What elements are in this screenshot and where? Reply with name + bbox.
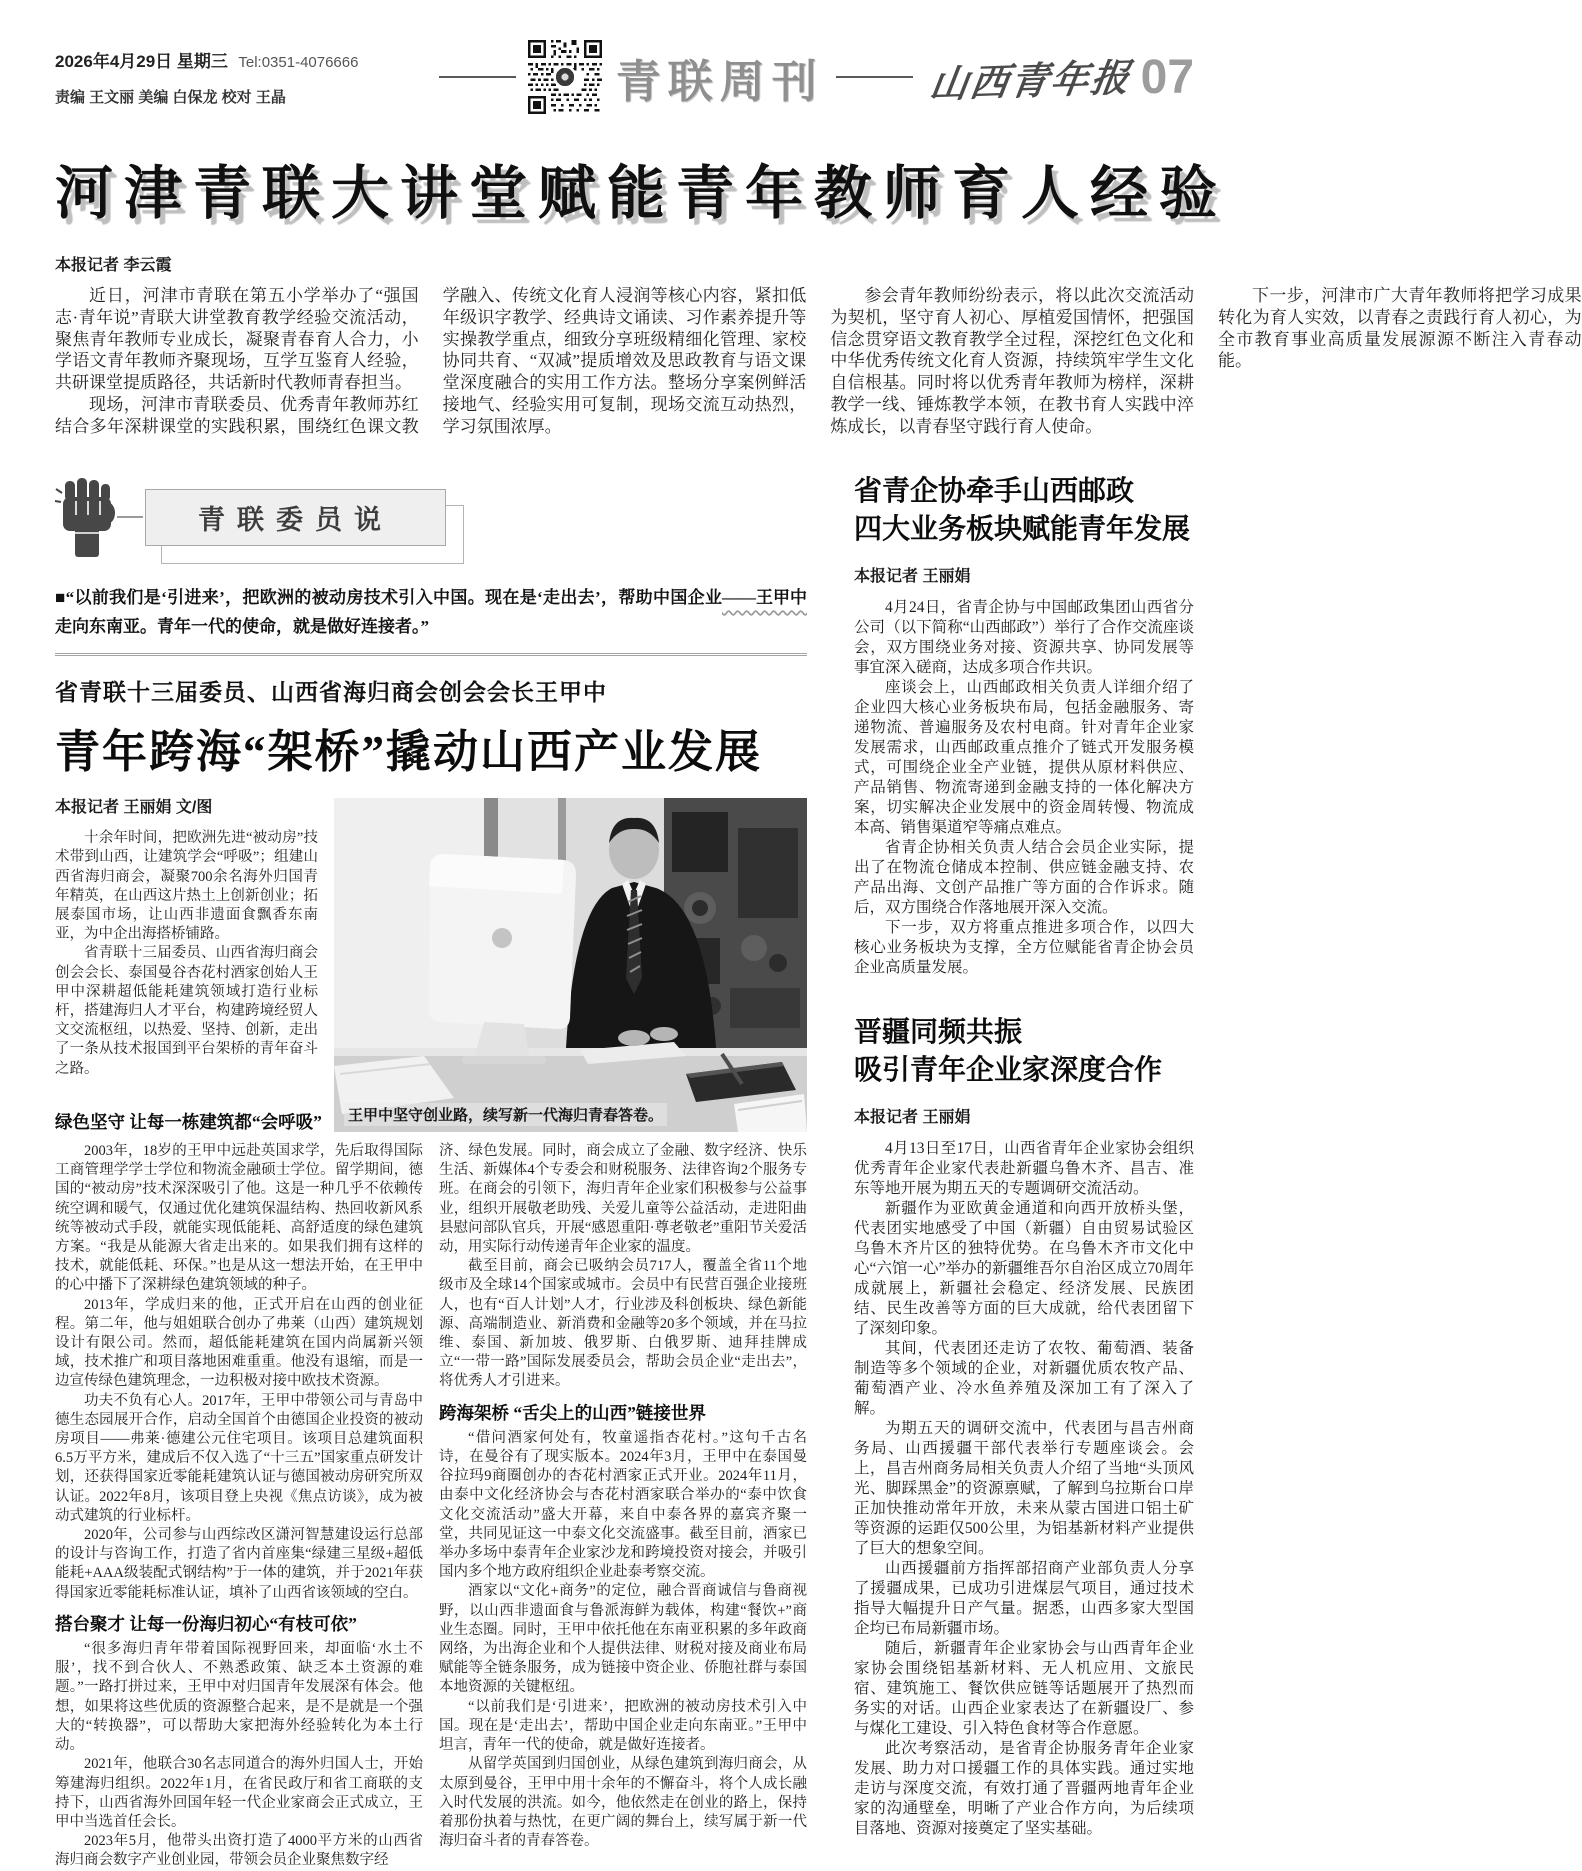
paragraph: 参会青年教师纷纷表示，将以此次交流活动为契机，坚守育人初心、厚植爱国情怀，把强国信念贯穿语文教育教学全过程，深挖红色文化和中华优秀传统文化育人资源，持续筑牢学生文化自信根基。同时将以优秀青年教师为榜样，深耕教学一线、锤炼教学本领，在教书育人实践中淬炼成长，以青春坚守践行育人使命。 [830, 286, 1194, 436]
paragraph: “借问酒家何处有，牧童遥指杏花村。”这句千古名诗，在曼谷有了现实版本。2024年3月，王甲中在泰国曼谷拉玛9商圈创办的杏花村酒家正式开业。2024年11月，由泰中文化经济协会与杏花村酒家联合举办的“泰中饮食文化交流活动”盛大开幕，来自中泰各界的嘉宾齐聚一堂，共同见证这一中泰文化交流盛事。截至目前，酒家已举办多场中泰青年企业家沙龙和跨境投资对接会，并吸引国内多个地方政府组织企业赴泰考察交流。 [439, 1429, 807, 1581]
paragraph: 2013年，学成归来的他，正式开启在山西的创业征程。第二年，他与姐姐联合创办了弗莱（山西）建筑规划设计有限公司。然而，超低能耗建筑在国内尚属新兴领域，技术推广和项目落地困难重重。他没有退缩，而是一边宣传绿色建筑理念，一边积极对接中欧技术资源。 [55, 1296, 423, 1390]
paragraph: 从留学英国到归国创业，从绿色建筑到海归商会，从太原到曼谷，王甲中用十余年的不懈奋斗，将个人成长融入时代发展的洪流。如今，他依然走在创业的路上，保持着那份执着与热忱，在更广阔的舞台上，续写属于新一代海归奋斗者的青春答卷。 [439, 1756, 807, 1850]
article-main-intro-column [55, 798, 322, 1132]
paragraph: 4月13日至17日，山西省青年企业家协会组织优秀青年企业家代表赴新疆乌鲁木齐、昌吉、准东等地开展为期五天的专题调研交流活动。 [854, 1140, 1194, 1197]
header-rule-left [439, 76, 516, 78]
qr-code-icon [528, 40, 602, 114]
article-main-right-column [439, 1142, 807, 1871]
header-rule-right [836, 76, 913, 78]
quote-text: “以前我们是‘引进来’，把欧洲的被动房技术引入中国。现在是‘走出去’，帮助中国企业走向东南亚。青年一代的使命，就是做好连接者。” [55, 588, 722, 636]
sidebar-column [854, 467, 1194, 1871]
paragraph: 随后，新疆青年企业家协会与山西青年企业家协会围绕铝基新材料、无人机应用、文旅民宿、建筑施工、餐饮供应链等话题展开了热烈而务实的对话。山西企业家表达了在新疆设厂、参与煤化工建设、引入特色食材等合作意愿。 [854, 1640, 1194, 1737]
commissioner-label: 青联委员说 [145, 489, 446, 546]
article-main [55, 674, 807, 1871]
quote-attribution: ——王甲中 [722, 588, 807, 607]
newspaper-logo: 山西青年报 [926, 57, 1134, 106]
subhead-green: 绿色坚守 让每一栋建筑都“会呼吸” [55, 1111, 322, 1132]
paragraph: 其间，代表团还走访了农牧、葡萄酒、装备制造等多个领域的企业，对新疆优质农牧产品、葡萄酒产业、冷水鱼养殖及深加工有了深入了解。 [854, 1340, 1194, 1417]
sidebar2-body [854, 1139, 1194, 1839]
article-main-kicker: 省青联十三届委员、山西省海归商会创会会长王甲中 [55, 680, 607, 705]
date-row [55, 47, 427, 72]
paragraph: 酒家以“文化+商务”的定位，融合晋商诚信与鲁商视野，以山西非遗面食与鲁派海鲜为载体，构建“餐饮+”商业生态圈。同时，王甲中依托他在东南亚积累的多年政商网络，为出海企业和个人提供法律、财税对接及商业布局赋能等全链条服务，成为链接中资企业、侨胞社群与泰国本地资源的关键枢纽。 [439, 1583, 807, 1696]
paragraph: 近日，河津市青联在第五小学举办了“强国志·青年说”青联大讲堂教育教学经验交流活动，聚焦青年教师专业成长，凝聚青春育人合力，小学语文青年教师齐聚现场，互学互鉴育人经验，共研课堂提质路径，共话新时代教师青春担当。 [55, 286, 419, 393]
paragraph: 下一步，河津市广大青年教师将把学习成果转化为育人实效，以青春之责践行育人初心，为全市教育事业高质量发展源源不断注入青春动能。 [1217, 286, 1582, 371]
paragraph: 山西援疆前方指挥部招商产业部负责人分享了援疆成果，已成功引进煤层气项目，通过技术指导大幅提升日产气量。据悉，山西多家大型国企均已布局新疆市场。 [854, 1560, 1194, 1637]
phone-number: Tel:0351-4076666 [238, 54, 359, 71]
sidebar1-body [854, 598, 1194, 978]
quote-bullet: ■ [55, 588, 66, 607]
photo-caption: 王甲中坚守创业路，续写新一代海归青春答卷。 [344, 1103, 667, 1126]
paragraph: 2020年，公司参与山西综改区潇河智慧建设运行总部的设计与咨询工作，打造了省内首座集“绿建三星级+超低能耗+AAA级装配式钢结构”于一体的建筑，并于2021年获得国家近零能耗标准认证，填补了山西省该领域的空白。 [55, 1527, 423, 1601]
connector-line [117, 516, 143, 518]
sidebar-article-post [854, 473, 1194, 978]
page-number: 07 [1140, 50, 1195, 104]
article-top-headline: 河津青联大讲堂赋能青年教师育人经验 [55, 161, 1229, 226]
staff-line: 责编 王文丽 美编 白保龙 校对 王晶 [55, 89, 286, 106]
main-column [55, 467, 807, 1871]
paragraph: 2023年5月，他带头出资打造了4000平方米的山西省海归商会数字产业创业园，带领会员企业聚焦数字经 [55, 1833, 423, 1869]
sidebar1-byline: 本报记者 王丽娟 [854, 568, 971, 585]
paragraph: 省青联十三届委员、山西省海归商会创会会长、泰国曼谷杏花村酒家创始人王甲中深耕超低能耗建筑领域打造行业标杆，搭建海归人才平台，构建跨境经贸人文交流枢纽，以热爱、坚持、创新，走出了一条从技术报国到平台架桥的青年奋斗之路。 [55, 945, 318, 1077]
sidebar1-headline-line1: 省青企协牵手山西邮政 [854, 476, 1135, 507]
article-photo [334, 798, 807, 1132]
paragraph: 座谈会上，山西邮政相关负责人详细介绍了企业四大核心业务板块布局，包括金融服务、寄递物流、普遍服务及农村电商。针对青年企业家发展需求，山西邮政重点推介了链式开发服务模式，可围绕企业全产业链，提供从原材料供应、产品销售、物流寄递到金融支持的一体化解决方案，切实解决企业发展中的资金周转慢、物流成本高、销售渠道窄等痛点难点。 [854, 679, 1194, 836]
article-main-left-column [55, 1142, 423, 1871]
section-title: 青联周刊 [615, 56, 824, 107]
paragraph: 2021年，他联合30名志同道合的海外归国人士，开始筹建海归组织。2022年1月，在省民政厅和省工商联的支持下，山西省海外回国年轻一代企业家商会正式成立，王甲中当选首任会长。 [55, 1756, 423, 1830]
paragraph: 为期五天的调研交流中，代表团与昌吉州商务局、山西援疆干部代表举行专题座谈会。会上，昌吉州商务局相关负责人介绍了当地“头顶风光、脚踩黑金”的资源禀赋，了解到乌拉斯台口岸正加快推动常年开放，未来从蒙古国进口铝土矿等资源的运距仅500公里，为铝基新材料产业提供了巨大的想象空间。 [854, 1420, 1194, 1557]
paragraph: 新疆作为亚欧黄金通道和向西开放桥头堡，代表团实地感受了中国（新疆）自由贸易试验区乌鲁木齐片区的独特优势。在乌鲁木齐市文化中心“六馆一心”举办的新疆维吾尔自治区成立70周年成就展上，新疆社会稳定、经济发展、民族团结、民生改善等方面的巨大成就，给代表团留下了深刻印象。 [854, 1200, 1194, 1337]
paragraph: “很多海归青年带着国际视野回来，却面临‘水土不服’，找不到合伙人、不熟悉政策、缺乏本土资源的难题。”一路打拼过来，王甲中对归国青年发展深有体会。他想，如果将这些优质的资源整合起来，是不是就是一个强大的“转换器”，可以帮助大家把海外经验转化为本土行动。 [55, 1641, 423, 1754]
photo-illustration [334, 798, 807, 1132]
subhead-bridge: 跨海架桥 “舌尖上的山西”链接世界 [439, 1402, 706, 1423]
article-top [55, 146, 1582, 453]
sidebar2-byline: 本报记者 王丽娟 [854, 1109, 971, 1126]
article-top-byline: 本报记者 李云霞 [55, 257, 172, 274]
article-main-headline: 青年跨海“架桥”撬动山西产业发展 [55, 727, 763, 777]
page-header [55, 34, 1194, 120]
sidebar2-headline-line2: 吸引青年企业家深度合作 [854, 1055, 1163, 1086]
sidebar2-headline-line1: 晋疆同频共振 [854, 1017, 1023, 1048]
paragraph: 功夫不负有心人。2017年，王甲中带领公司与青岛中德生态园展开合作，启动全国首个由德国企业投资的被动房项目——弗莱·德建公元住宅项目。该项目总建筑面积6.5万平方米，建成后不仅入选了“十三五”国家重点研发计划，还获得国家近零能耗建筑认证与德国被动房研究所双认证。2022年8月，该项目登上央视《焦点访谈》，成为被动式建筑的行业标杆。 [55, 1392, 423, 1524]
paragraph: 截至目前，商会已吸纳会员717人，覆盖全省11个地级市及全球14个国家或城市。会员中有民营百强企业接班人，也有“百人计划”人才，行业涉及科创板块、绿色新能源、高端制造业、新消费和金融等20多个领域，并在马拉维、泰国、新加坡、俄罗斯、白俄罗斯、迪拜挂牌成立“一带一路”国际发展委员会，帮助会员企业“走出去”，将优秀人才引进来。 [439, 1258, 807, 1390]
header-info [55, 47, 427, 107]
paragraph: 十余年时间，把欧洲先进“被动房”技术带到山西，让建筑学会“呼吸”；组建山西省海归商会，凝聚700余名海外归国青年精英，在山西这片热土上创新创业；拓展泰国市场，让山西非遗面食飘香东南亚，为中企出海搭桥铺路。 [55, 830, 318, 943]
paragraph: 现场，河津市青联委员、优秀青年教师苏红结合多年深耕课堂的实践积累，围绕红色课文教学融入、传统文化育人浸润等核心内容，紧扣低年级识字教学、经典诗文诵读、习作素养提升等实操教学重点，细致分享班级精细化管理、家校协同共育、“双减”提质增效及思政教育与语文课堂深度融合的实用工作方法。整场分享案例鲜活接地气、经验实用可复制，现场交流互动热烈，学习氛围浓厚。 [55, 286, 807, 436]
paragraph: 4月24日，省青企协与中国邮政集团山西省分公司（以下简称“山西邮政”）举行了合作交流座谈会，双方围绕业务对接、资源共享、协同发展等事宜深入磋商，达成多项合作共识。 [854, 599, 1194, 676]
commissioner-box [55, 467, 807, 567]
fist-icon [55, 475, 117, 559]
paragraph: 下一步，双方将重点推进多项合作，以四大核心业务板块为支撑，全方位赋能省青企协会员企业高质量发展。 [854, 919, 1194, 976]
paragraph: 济、绿色发展。同时，商会成立了金融、数字经济、快乐生活、新媒体4个专委会和财税服务、法律咨询2个服务专班。在商会的引领下，海归青年企业家们积极参与公益事业，组织开展敬老助残、关爱儿童等公益活动，走进阳曲县慰问部队官兵，开展“感恩重阳·尊老敬老”重阳节关爱活动，用实际行动传递青年企业家的温度。 [439, 1143, 807, 1256]
subhead-platform: 搭台聚才 让每一份海归初心“有枝可依” [55, 1613, 357, 1634]
commissioner-quote [55, 583, 807, 656]
article-top-body [55, 285, 1582, 453]
paragraph: 省青企协相关负责人结合会员企业实际，提出了在物流仓储成本控制、供应链金融支持、农产品出海、文创产品推广等方面的合作诉求。随后，双方围绕合作落地展开深入交流。 [854, 839, 1194, 916]
masthead [926, 50, 1195, 106]
paragraph: “以前我们是‘引进来’，把欧洲的被动房技术引入中国。现在是‘走出去’，帮助中国企业走向东南亚。”王甲中坦言，青年一代的使命，就是做好连接者。 [439, 1698, 807, 1754]
paragraph: 2003年，18岁的王甲中远赴英国求学，先后取得国际工商管理学学士学位和物流金融硕士学位。留学期间，德国的“被动房”技术深深吸引了他。这是一种几乎不依赖传统空调和暖气，仅通过优化建筑保温结构、热回收新风系统等被动式手段，就能实现低能耗、高舒适度的绿色建筑方案。“我是从能源大省走出来的。如果我们拥有这样的技术，就能低耗、环保。”也是从这一想法开始，在王甲中的心中播下了深耕绿色建筑领域的种子。 [55, 1143, 423, 1294]
sidebar-article-xinjiang [854, 1014, 1194, 1839]
sidebar1-headline-line2: 四大业务板块赋能青年发展 [854, 514, 1191, 545]
date-line: 2026年4月29日 星期三 [55, 52, 228, 71]
article-main-byline: 本报记者 王丽娟 文/图 [55, 799, 213, 816]
paragraph: 此次考察活动，是省青企协服务青年企业家发展、助力对口援疆工作的具体实践。通过实地走访与深度交流，有效打通了晋疆两地青年企业家的沟通壁垒，明晰了产业合作方向，为后续项目落地、资源对接奠定了坚实基础。 [854, 1740, 1194, 1837]
